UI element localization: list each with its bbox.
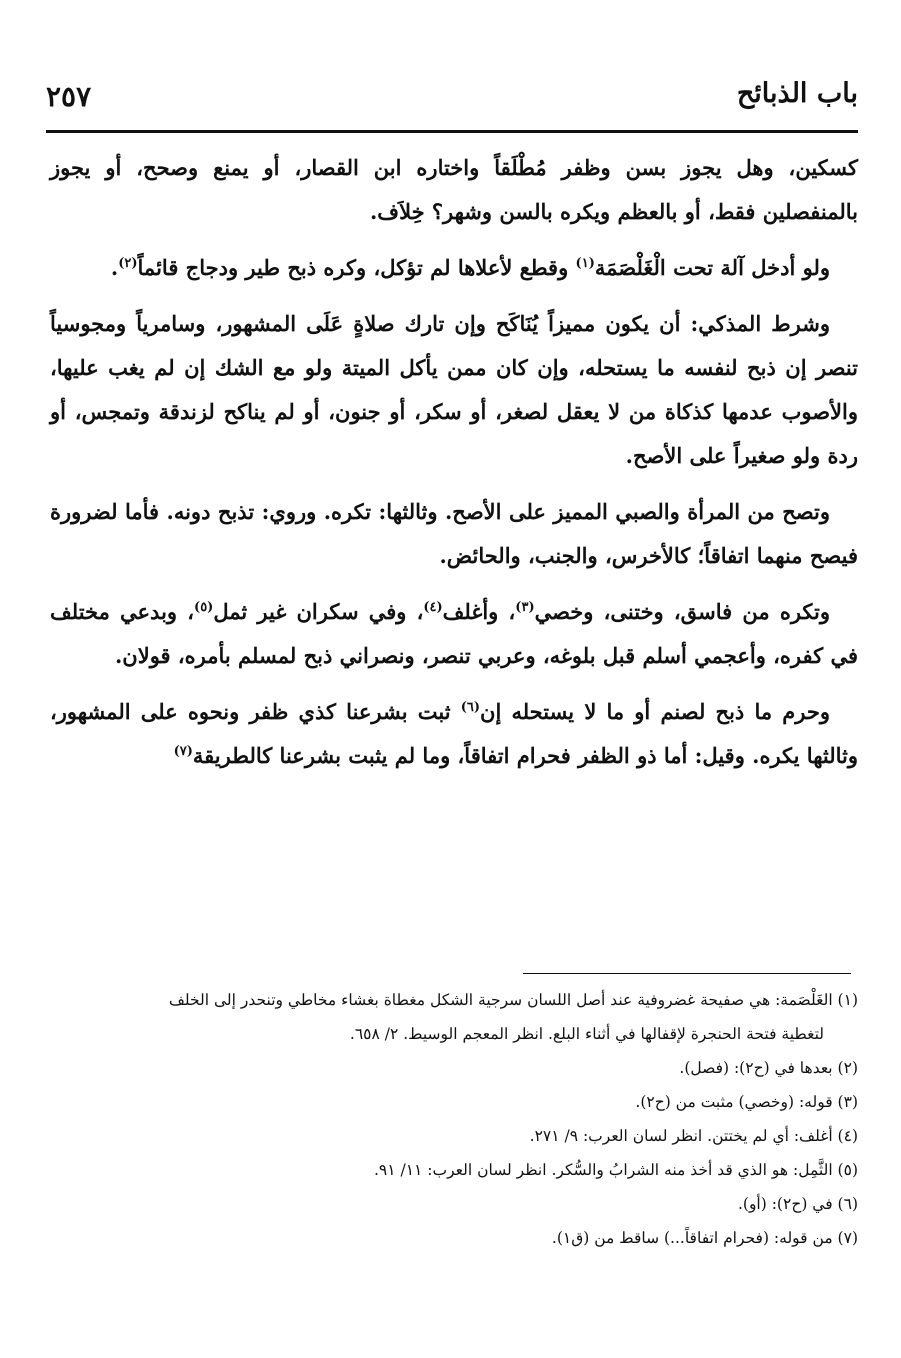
paragraph-4-text: وتصح من المرأة والصبي المميز على الأصح. وثالثها: تكره. وروي: تذبح دونه. فأما لضرورة فيصح منهما اتفاقاً؛ كالأخرس، والجنب، والحائض. bbox=[50, 499, 858, 568]
footnote-rule bbox=[523, 973, 851, 974]
paragraph-6-text-a: وحرم ما ذبح لصنم أو ما لا يستحله إن bbox=[480, 699, 830, 724]
footnote-ref-2: (٢) bbox=[118, 256, 138, 271]
paragraph-2 bbox=[50, 246, 858, 290]
paragraph-6 bbox=[50, 690, 858, 778]
paragraph-2-text-c: . bbox=[110, 255, 119, 280]
footnote-3: (٣) قوله: (وخصي) مثبت من (ح٢). bbox=[635, 1093, 858, 1111]
footnote-4: (٤) أغلف: أي لم يختتن. انظر لسان العرب: ٩/ ٢٧١. bbox=[529, 1127, 858, 1145]
footnote-1: (١) الغَلْصَمة: هي صفيحة غضروفية عند أصل اللسان سرجية الشكل مغطاة بغشاء مخاطي وتنحدر إلى الخلف bbox=[168, 991, 858, 1009]
paragraph-5-text-d: ، وبدعي مختلف في كفره، وأعجمي أسلم قبل بلوغه، وعربي تنصر، ونصراني ذبح لمسلم بأمره، قولان. bbox=[50, 599, 858, 668]
footnote-5: (٥) الثَّمِل: هو الذي قد أخذ منه الشرابُ والسُّكر. انظر لسان العرب: ١١/ ٩١. bbox=[373, 1161, 858, 1179]
paragraph-1 bbox=[50, 146, 858, 234]
footnote-7: (٧) من قوله: (فحرام اتفاقاً...) ساقط من (ق١). bbox=[551, 1229, 858, 1247]
page-header bbox=[46, 78, 858, 122]
footnote-ref-5: (٥) bbox=[194, 600, 214, 615]
paragraph-5-text-b: ، وأغلف bbox=[442, 599, 516, 624]
footnote-2: (٢) بعدها في (ح٢): (فصل). bbox=[679, 1059, 858, 1077]
paragraph-1-text: كسكين، وهل يجوز بسن وظفر مُطْلَقاً واختاره ابن القصار، أو يمنع وصحح، أو يجوز بالمنفصلين فقط، أو بالعظم ويكره بالسن وشهر؟ خِلاَف. bbox=[50, 155, 858, 224]
footnotes bbox=[46, 983, 858, 1255]
header-rule bbox=[46, 130, 858, 133]
footnote-6: (٦) في (ح٢): (أو). bbox=[737, 1195, 858, 1213]
main-text bbox=[50, 146, 858, 790]
chapter-title: باب الذبائح bbox=[736, 78, 858, 109]
footnote-ref-6: (٦) bbox=[460, 700, 481, 715]
footnote-1-continued: لتغطية فتحة الحنجرة لإقفالها في أثناء البلع. انظر المعجم الوسيط. ٢/ ٦٥٨. bbox=[349, 1025, 824, 1043]
paragraph-5 bbox=[50, 590, 858, 678]
footnote-ref-3: (٣) bbox=[515, 600, 535, 615]
paragraph-3 bbox=[50, 302, 858, 478]
paragraph-4 bbox=[50, 490, 858, 578]
paragraph-3-text: أن يكون مميزاً يُنَاكَح وإن تارك صلاةٍ عَلَى المشهور، وسامرياً ومجوسياً تنصر إن ذبح لنفسه ما يستحله، وإن كان ممن يأكل الميتة ولو مع الشك إن لم يغب عليها، والأصوب عدمها كذكاة من لا يعقل لصغر، أو سكر، أو جنون، أو لم يناكح لزندقة وتمجس، أو ردة ولو صغيراً على الأصح. bbox=[50, 311, 858, 468]
footnote-ref-1: (١) bbox=[575, 256, 595, 271]
paragraph-2-text-a: ولو أدخل آلة تحت الْغَلْصَمَة bbox=[594, 255, 830, 280]
section-keyword: وشرط المذكي: bbox=[690, 311, 830, 336]
footnote-ref-7: (٧) bbox=[173, 744, 193, 759]
paragraph-5-text-a: وتكره من فاسق، وختنى، وخصي bbox=[534, 599, 830, 624]
paragraph-2-text-b: وقطع لأعلاها لم تؤكل، وكره ذبح طير ودجاج قائماً bbox=[137, 255, 576, 280]
paragraph-5-text-c: ، وفي سكران غير ثمل bbox=[213, 599, 424, 624]
paragraph-6-text-b: ثبت بشرعنا كذي ظفر ونحوه على المشهور، وثالثها يكره. وقيل: أما ذو الظفر فحرام اتفاقاً، وما لم يثبت بشرعنا كالطريقة bbox=[50, 699, 858, 768]
footnote-ref-4: (٤) bbox=[423, 600, 443, 615]
page-number: ٢٥٧ bbox=[46, 80, 92, 113]
